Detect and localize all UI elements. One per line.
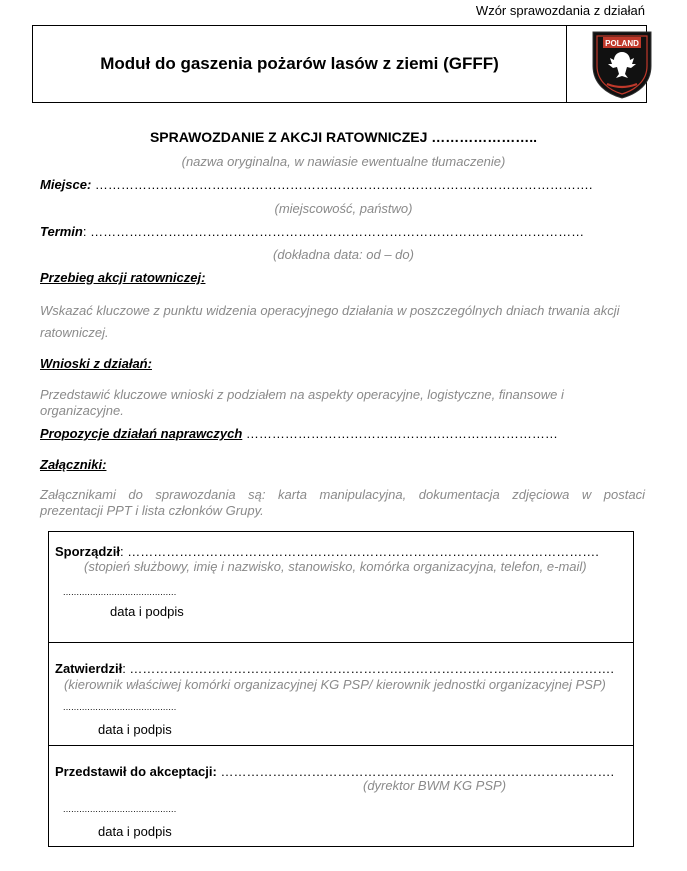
fire-service-emblem-icon <box>587 28 657 100</box>
place-label: Miejsce: <box>40 177 92 192</box>
submitted-by-date-label: data i podpis <box>98 824 172 839</box>
attachments-line-2: prezentacji PPT i lista członków Grupy. <box>40 503 264 518</box>
corrective-label: Propozycje działań naprawczych <box>40 426 243 441</box>
prepared-by-dots[interactable]: : ………………………………………………………………………………………………. <box>120 544 599 559</box>
header-divider <box>566 26 567 102</box>
corrective-row <box>40 426 558 441</box>
place-row <box>40 177 593 192</box>
prepared-by-date-label: data i podpis <box>110 604 184 619</box>
submitted-by-label: Przedstawił do akceptacji: <box>55 764 217 779</box>
prepared-by-label: Sporządził <box>55 544 121 559</box>
attachments-line-1: Załącznikami do sprawozdania są: karta manipulacyjna, dokumentacja zdjęciowa w postaci <box>40 487 645 502</box>
corrective-dots[interactable]: ……………………………………………………………… <box>242 426 558 441</box>
attachments-label: Załączniki: <box>40 457 107 472</box>
submitted-by-sign-line[interactable]: .......................................... <box>63 804 177 814</box>
place-dots[interactable]: ……………………………………………………………………………………………………. <box>91 177 593 192</box>
signature-box <box>48 531 634 847</box>
emblem-text: POLAND <box>605 39 639 48</box>
prepared-by-sign-line[interactable]: .......................................... <box>63 587 177 597</box>
place-hint: (miejscowość, państwo) <box>274 201 413 216</box>
term-label: Termin <box>40 224 83 239</box>
submitted-by-dots[interactable]: ………………………………………………………………………………. <box>216 764 615 779</box>
submitted-by-row <box>55 764 614 779</box>
submitted-by-role: (dyrektor BWM KG PSP) <box>363 778 507 793</box>
approved-by-sign-line[interactable]: .......................................... <box>63 702 177 712</box>
approved-by-role: (kierownik właściwej komórki organizacyjnej KG PSP/ kierownik jednostki organizacyjnej PSP) <box>64 677 606 692</box>
signature-separator <box>49 642 633 643</box>
course-label: Przebieg akcji ratowniczej: <box>40 270 206 285</box>
report-title-hint: (nazwa oryginalna, w nawiasie ewentualne tłumaczenie) <box>181 154 506 169</box>
template-note: Wzór sprawozdania z działań <box>475 3 645 18</box>
prepared-by-row <box>55 544 599 559</box>
term-row <box>40 224 584 239</box>
course-text: Wskazać kluczowe z punktu widzenia operacyjnego działania w poszczególnych dniach trwania akcji ratowniczej. <box>40 303 620 340</box>
prepared-by-role: (stopień służbowy, imię i nazwisko, stanowisko, komórka organizacyjna, telefon, e-mail) <box>84 559 587 574</box>
term-hint: (dokładna data: od – do) <box>273 247 414 262</box>
header-box <box>32 25 647 103</box>
conclusions-text: Przedstawić kluczowe wnioski z podziałem na aspekty operacyjne, logistyczne, finansowe i organizacyjne. <box>40 387 564 418</box>
approved-by-label: Zatwierdził <box>55 661 123 676</box>
report-title: SPRAWOZDANIE Z AKCJI RATOWNICZEJ ………………….. <box>149 129 538 145</box>
module-title: Moduł do gaszenia pożarów lasów z ziemi (GFFF) <box>100 54 499 73</box>
term-dots[interactable]: : …………………………………………………………………………………………………… <box>82 224 585 239</box>
conclusions-label: Wnioski z działań: <box>40 356 152 371</box>
signature-separator <box>49 745 633 746</box>
approved-by-date-label: data i podpis <box>98 722 172 737</box>
approved-by-row <box>55 661 614 676</box>
approved-by-dots[interactable]: : …………………………………………………………………………………………………. <box>122 661 615 676</box>
